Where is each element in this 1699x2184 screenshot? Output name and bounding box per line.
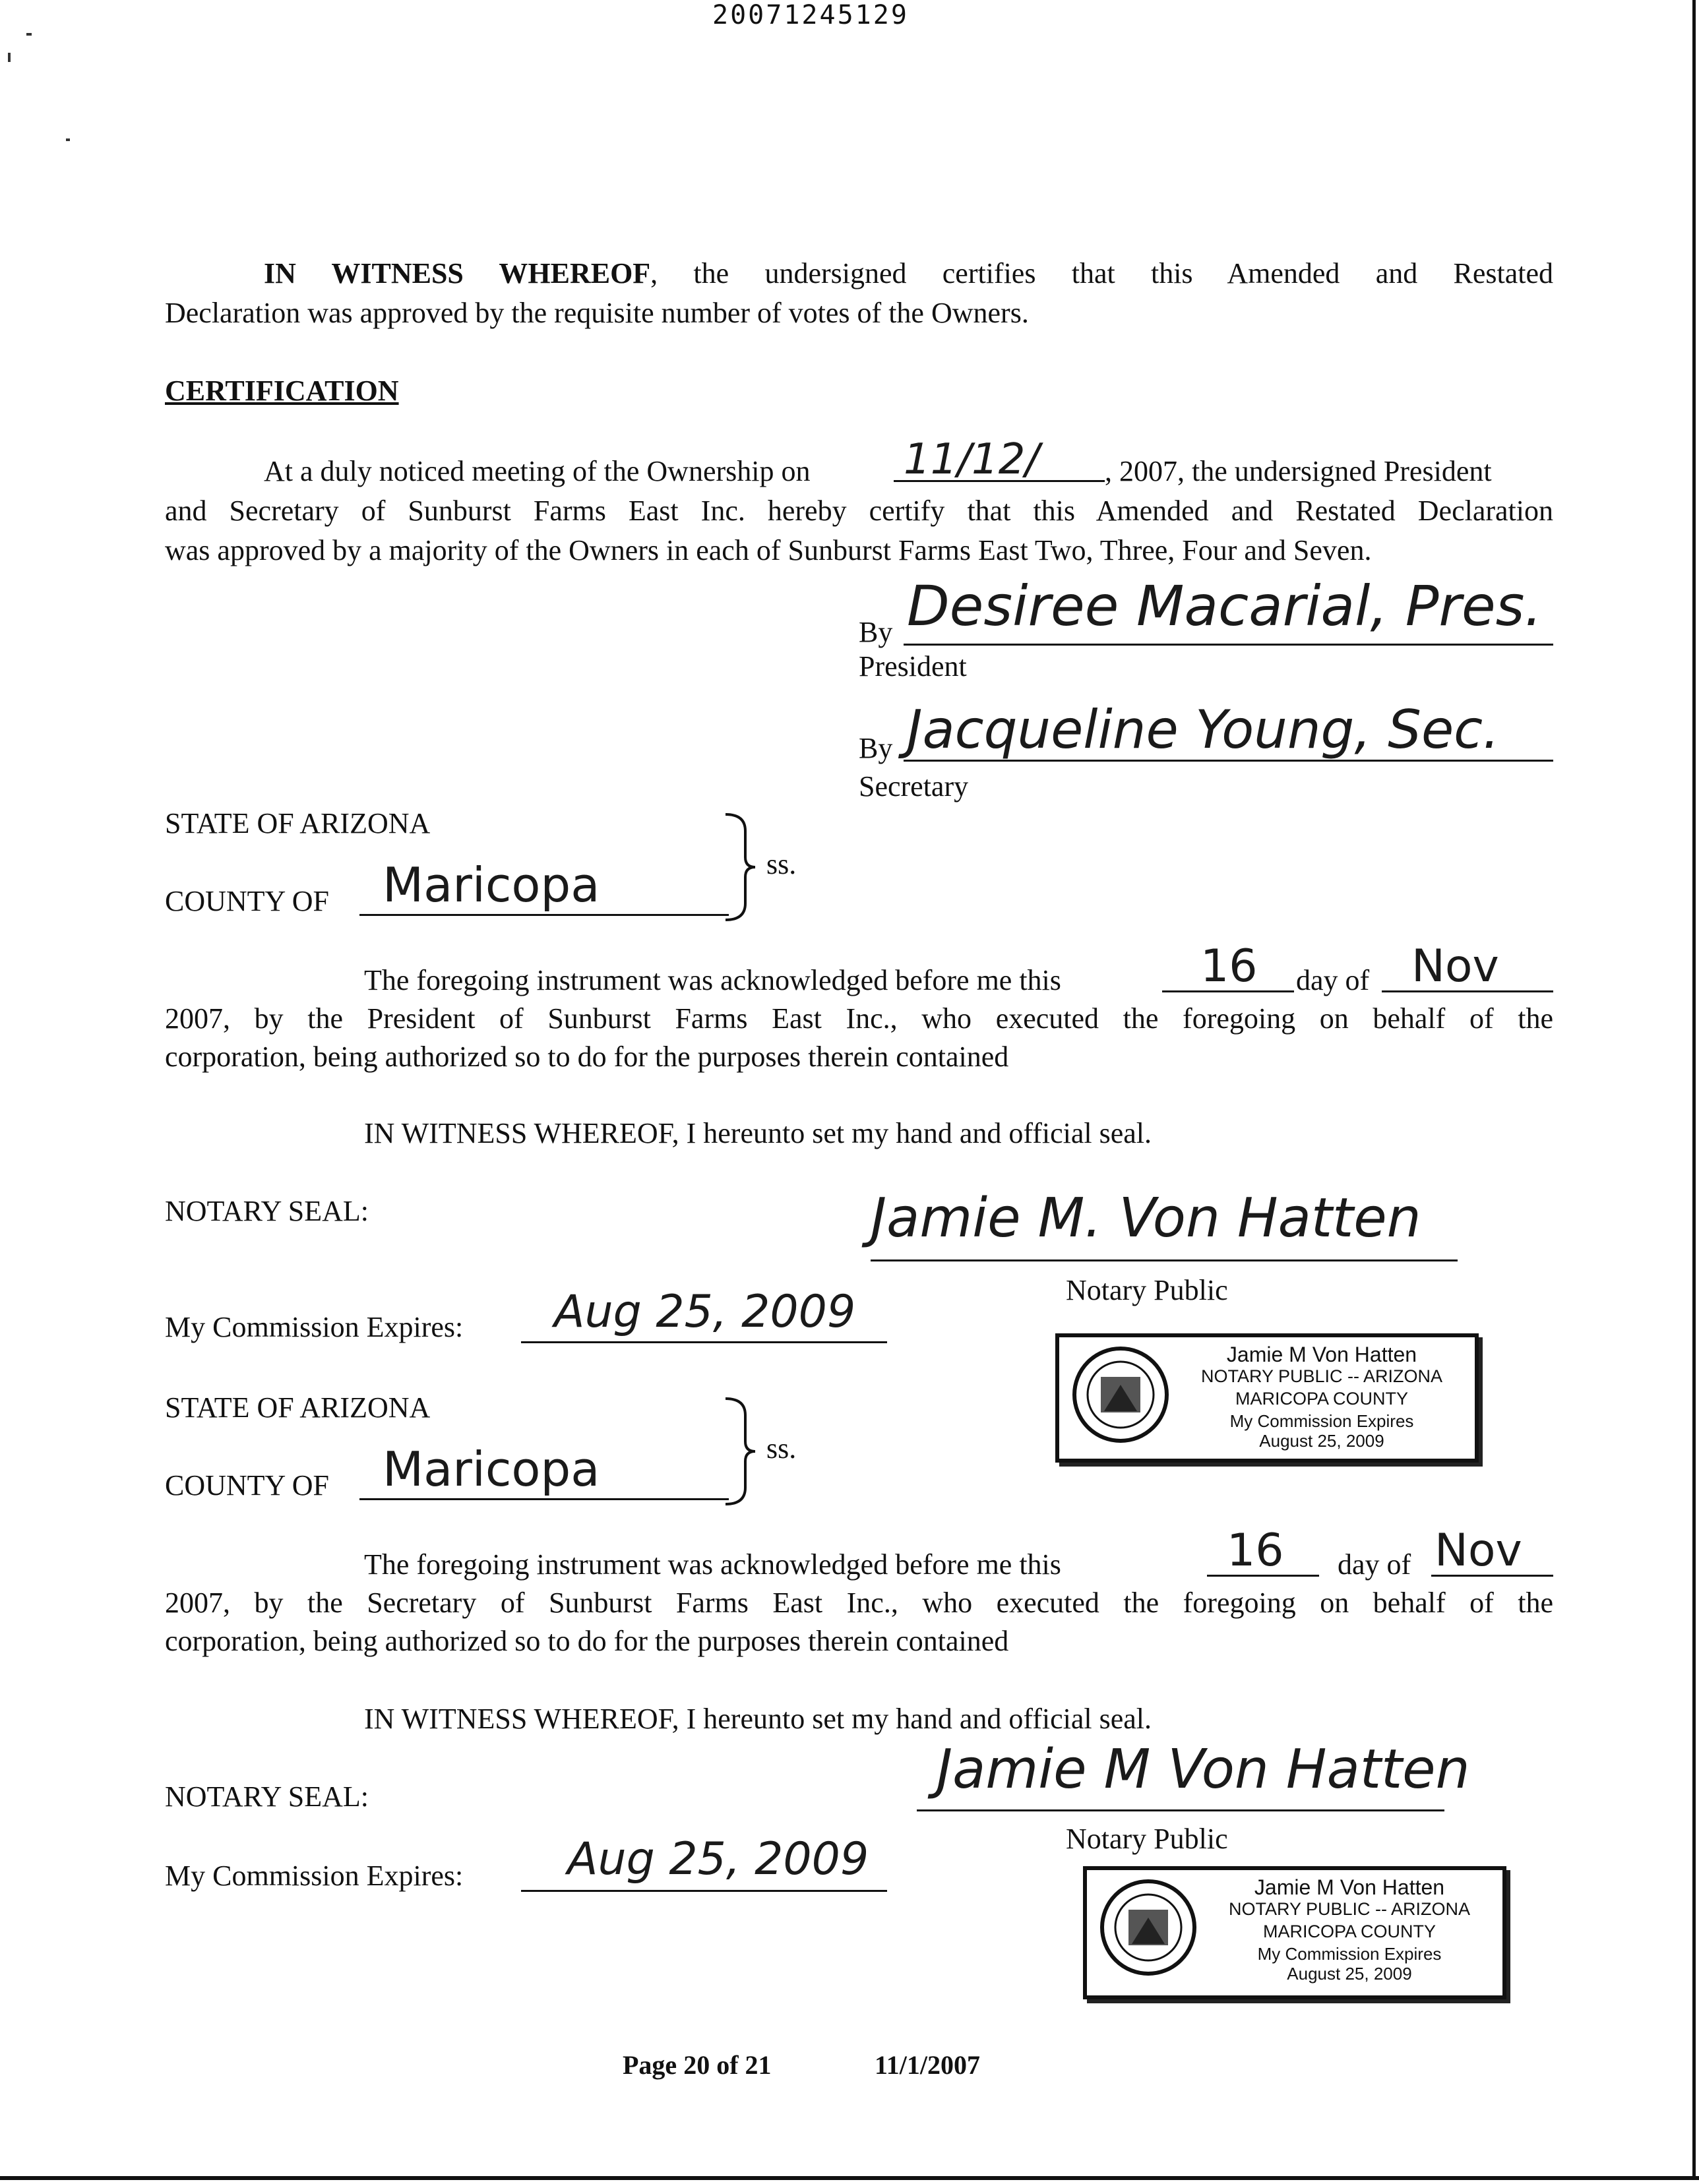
ack1-month-hand: Nov: [1411, 940, 1499, 992]
stamp2-title: NOTARY PUBLIC -- ARIZONA: [1228, 1899, 1471, 1919]
ack2-expires-label: My Commission Expires:: [165, 1860, 464, 1892]
stamp1-title: NOTARY PUBLIC -- ARIZONA: [1200, 1366, 1443, 1386]
ack2-line1-b: day of: [1338, 1548, 1411, 1581]
ack1-line1-a: The foregoing instrument was acknowledged before me this: [364, 964, 1061, 996]
ack2-line1-a: The foregoing instrument was acknowledged before me this: [364, 1548, 1061, 1581]
president-sign-line: [904, 644, 1553, 646]
stamp2-county: MARICOPA COUNTY: [1262, 1922, 1436, 1941]
witness-intro-line2: Declaration was approved by the requisite number of votes of the Owners.: [165, 297, 1029, 329]
document-number: 20071245129: [712, 0, 909, 30]
ack2-county-line: [359, 1498, 729, 1500]
ack2-day-hand: 16: [1227, 1525, 1284, 1577]
scan-speck: [8, 53, 11, 62]
ack2-county-label: COUNTY OF: [165, 1469, 329, 1502]
witness-intro-line1: [264, 253, 1553, 294]
ack2-line2: 2007, by the Secretary of Sunburst Farms East Inc., who executed the foregoing on behalf of the: [165, 1587, 1553, 1619]
ack1-line1-b: day of: [1296, 964, 1370, 996]
cert-line1-b: , 2007, the undersigned President: [1105, 455, 1492, 487]
notary-stamp-2: [1083, 1866, 1506, 1999]
ack2-state: STATE OF ARIZONA: [165, 1391, 431, 1424]
stamp1-expires-date: August 25, 2009: [1259, 1431, 1384, 1451]
ack1-line2: 2007, by the President of Sunburst Farms East Inc., who executed the foregoing on behalf of the: [165, 1002, 1553, 1035]
ack1-expires-label: My Commission Expires:: [165, 1311, 464, 1343]
ack2-expires-line: [521, 1890, 887, 1892]
ack2-month-hand: Nov: [1435, 1525, 1522, 1577]
president-title: President: [859, 650, 967, 682]
ack1-notary-sign-line: [871, 1259, 1458, 1261]
ack1-expires-hand: Aug 25, 2009: [554, 1286, 856, 1338]
ack1-notary-public: Notary Public: [1066, 1274, 1228, 1306]
scan-speck: [26, 33, 32, 36]
by-label-secretary: By: [859, 732, 893, 764]
scan-speck: [66, 138, 70, 141]
secretary-signature: Jacqueline Young, Sec.: [907, 699, 1500, 760]
ack1-ss: ss.: [766, 848, 797, 880]
secretary-title: Secretary: [859, 770, 969, 803]
ack2-brace: [719, 1395, 758, 1507]
ack2-notary-seal-label: NOTARY SEAL:: [165, 1780, 369, 1813]
meeting-date-hand: 11/12/: [904, 435, 1039, 484]
state-seal-icon: [1071, 1345, 1170, 1444]
ack2-notary-public: Notary Public: [1066, 1823, 1228, 1855]
president-signature: Desiree Macarial, Pres.: [907, 574, 1543, 638]
ack2-notary-signature: Jamie M Von Hatten: [937, 1738, 1470, 1801]
ack1-county-hand: Maricopa: [383, 857, 600, 913]
ack1-expires-line: [521, 1341, 887, 1343]
ack1-notary-signature: Jamie M. Von Hatten: [871, 1187, 1421, 1250]
ack2-line3: corporation, being authorized so to do for the purposes therein contained: [165, 1625, 1009, 1657]
stamp1-name: Jamie M Von Hatten: [1226, 1343, 1417, 1366]
ack1-county-line: [359, 914, 729, 916]
footer-page-number: Page 20 of 21: [623, 2050, 772, 2080]
stamp2-name: Jamie M Von Hatten: [1254, 1875, 1445, 1899]
ack2-witness: IN WITNESS WHEREOF, I hereunto set my hand and official seal.: [364, 1703, 1152, 1735]
stamp2-expires-label: My Commission Expires: [1257, 1944, 1442, 1964]
ack2-county-hand: Maricopa: [383, 1441, 600, 1497]
cert-line1-a: At a duly noticed meeting of the Ownership on: [264, 455, 811, 487]
state-seal-icon: [1099, 1878, 1198, 1977]
by-label-president: By: [859, 616, 893, 648]
ack1-day-hand: 16: [1200, 940, 1258, 992]
ack1-line3: corporation, being authorized so to do for the purposes therein contained: [165, 1041, 1009, 1073]
footer-date: 11/1/2007: [875, 2050, 981, 2080]
ack1-witness: IN WITNESS WHEREOF, I hereunto set my hand and official seal.: [364, 1117, 1152, 1149]
stamp1-county: MARICOPA COUNTY: [1235, 1389, 1409, 1409]
stamp1-expires-label: My Commission Expires: [1229, 1411, 1414, 1431]
scan-border-right: [1692, 0, 1696, 2180]
certification-heading: CERTIFICATION: [165, 375, 399, 407]
ack1-brace: [719, 811, 758, 923]
ack1-state: STATE OF ARIZONA: [165, 807, 431, 839]
cert-line3: was approved by a majority of the Owners in each of Sunburst Farms East Two, Three, Four and Seven.: [165, 534, 1372, 566]
ack2-ss: ss.: [766, 1432, 797, 1465]
ack2-notary-sign-line: [917, 1809, 1444, 1811]
notary-stamp-1: [1055, 1333, 1479, 1463]
ack2-expires-hand: Aug 25, 2009: [567, 1833, 869, 1885]
witness-bold: IN WITNESS WHEREOF: [264, 257, 651, 289]
ack1-notary-seal-label: NOTARY SEAL:: [165, 1195, 369, 1227]
ack1-county-label: COUNTY OF: [165, 885, 329, 917]
cert-line2: and Secretary of Sunburst Farms East Inc. hereby certify that this Amended and Restated Declaration: [165, 495, 1553, 527]
stamp2-expires-date: August 25, 2009: [1287, 1964, 1412, 1984]
witness-intro-text: , the undersigned certifies that this Amended and Restated: [650, 257, 1553, 289]
scan-border-bottom: [0, 2176, 1699, 2180]
